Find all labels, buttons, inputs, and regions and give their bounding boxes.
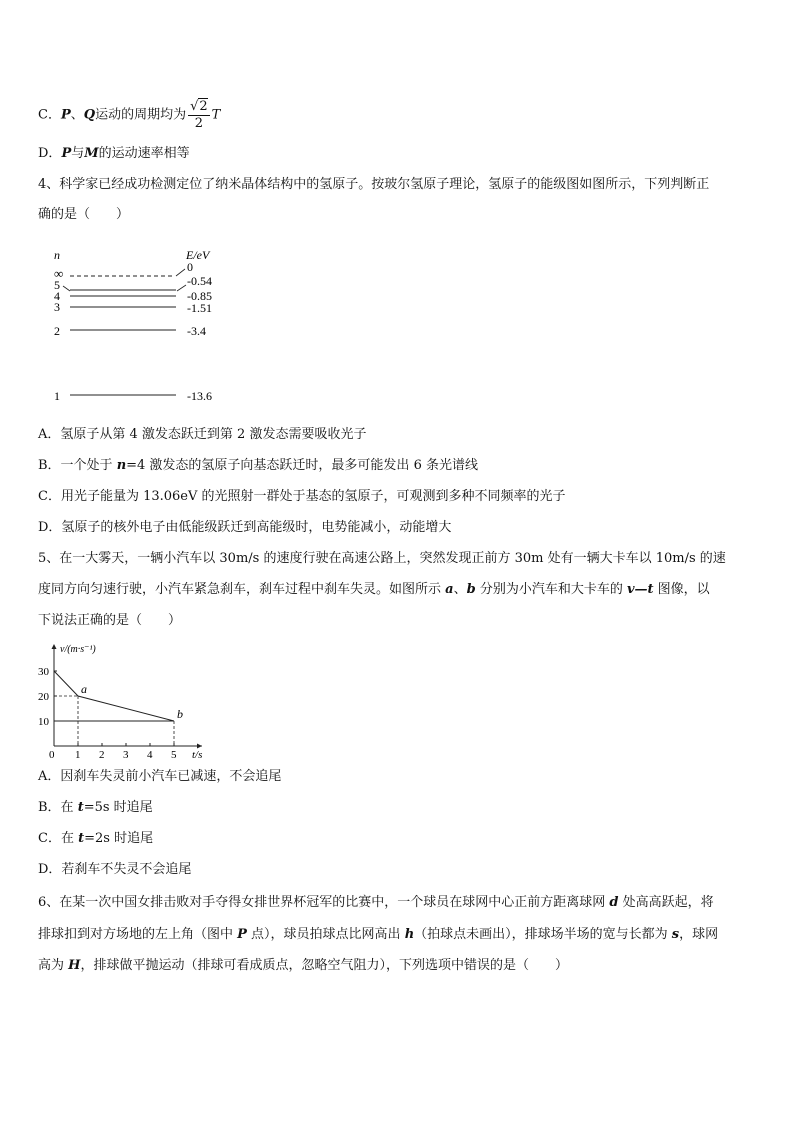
level-e-5: -0.54 bbox=[187, 274, 212, 288]
y-tick-label-20: 20 bbox=[38, 691, 49, 703]
fraction-sqrt2-over-2: $\frac{√2}{2}$ bbox=[190, 99, 208, 131]
level-e-inf: 0 bbox=[187, 260, 193, 274]
x-axis-arrow bbox=[197, 744, 202, 749]
x-tick-label-1: 1 bbox=[75, 749, 81, 760]
energy-level-diagram bbox=[40, 245, 240, 405]
level-e-1: -13.6 bbox=[187, 389, 212, 403]
q5-option-b: B．在 t=5s 时追尾 bbox=[38, 800, 153, 815]
q5-option-c: C．在 t=2s 时追尾 bbox=[38, 831, 154, 846]
point-label-b: b bbox=[177, 707, 183, 721]
vt-chart bbox=[36, 640, 216, 760]
leader-left-5 bbox=[63, 286, 70, 291]
point-label-a: a bbox=[81, 682, 87, 696]
leader-right-054 bbox=[177, 285, 186, 291]
y-axis-label: v/(m·s⁻¹) bbox=[60, 644, 96, 655]
energy-axis-label: E/eV bbox=[186, 248, 210, 262]
x-tick-label-0: 0 bbox=[49, 749, 55, 760]
level-n-1: 1 bbox=[54, 389, 60, 403]
q6-stem-line2: 排球扣到对方场地的左上角（图中 P 点），球员拍球点比网高出 h（拍球点未画出），排球场半场的宽与长都为 s，球网 bbox=[38, 927, 719, 942]
x-tick-label-5: 5 bbox=[171, 749, 177, 760]
level-e-2: -3.4 bbox=[187, 324, 206, 338]
x-tick-label-3: 3 bbox=[123, 749, 129, 760]
q6-stem-line3: 高为 H，排球做平抛运动（排球可看成质点，忽略空气阻力），下列选项中错误的是（ ） bbox=[38, 958, 568, 973]
q4-stem-line1: 4、科学家已经成功检测定位了纳米晶体结构中的氢原子。按玻尔氢原子理论，氢原子的能级图如图所示，下列判断正 bbox=[38, 177, 710, 192]
y-tick-label-30: 30 bbox=[38, 666, 49, 678]
level-n-2: 2 bbox=[54, 324, 60, 338]
q4-option-d: D．氢原子的核外电子由低能级跃迁到高能级时，电势能减小，动能增大 bbox=[38, 520, 452, 535]
level-n-3: 3 bbox=[54, 300, 60, 314]
var-t: T bbox=[211, 107, 221, 123]
var-q: Q bbox=[83, 107, 96, 123]
q4-stem-line2: 确的是（ ） bbox=[38, 207, 130, 222]
y-axis-arrow bbox=[52, 644, 57, 649]
q6-stem-line1: 6、在某一次中国女排击败对手夺得女排世界杯冠军的比赛中，一个球员在球网中心正前方距离球网 d 处高高跃起，将 bbox=[38, 895, 714, 910]
q5-option-a: A．因刹车失灵前小汽车已减速，不会追尾 bbox=[38, 769, 282, 784]
q4-option-a: A．氢原子从第 4 激发态跃迁到第 2 激发态需要吸收光子 bbox=[38, 427, 367, 442]
q4-option-c: C．用光子能量为 13.06eV 的光照射一群处于基态的氢原子，可观测到多种不同频率的光子 bbox=[38, 489, 566, 504]
q4-option-b: B．一个处于 n=4 激发态的氢原子向基态跃迁时，最多可能发出 6 条光谱线 bbox=[38, 458, 478, 473]
level-n-inf: ∞ bbox=[54, 266, 64, 281]
x-tick-label-4: 4 bbox=[147, 749, 153, 760]
level-n-4: 4 bbox=[54, 289, 60, 303]
y-tick-label-10: 10 bbox=[38, 716, 49, 728]
q3-option-d: D．P与M的运动速率相等 bbox=[38, 146, 190, 161]
q5-stem-line1: 5、在一大雾天，一辆小汽车以 30m/s 的速度行驶在高速公路上，突然发现正前方 30m 处有一辆大卡车以 10m/s 的速 bbox=[38, 551, 726, 566]
q5-stem-line2: 度同方向匀速行驶，小汽车紧急刹车，刹车过程中刹车失灵。如图所示 a、b 分别为小汽车和大卡车的 v—t 图像，以 bbox=[38, 582, 710, 597]
leader-right-0 bbox=[176, 269, 185, 276]
q5-option-d: D．若刹车不失灵不会追尾 bbox=[38, 862, 192, 877]
x-axis-label: t/s bbox=[192, 749, 203, 760]
level-n-5: 5 bbox=[54, 278, 60, 292]
var-p: P bbox=[60, 107, 71, 123]
q5-stem-line3: 下说法正确的是（ ） bbox=[38, 613, 182, 628]
level-e-4: -0.85 bbox=[187, 289, 212, 303]
q3-option-c: C．P、Q运动的周期均为 $\frac{√2}{2}$ T bbox=[38, 99, 221, 131]
n-axis-label: n bbox=[54, 248, 60, 262]
x-tick-label-2: 2 bbox=[99, 749, 105, 760]
level-e-3: -1.51 bbox=[187, 301, 212, 315]
